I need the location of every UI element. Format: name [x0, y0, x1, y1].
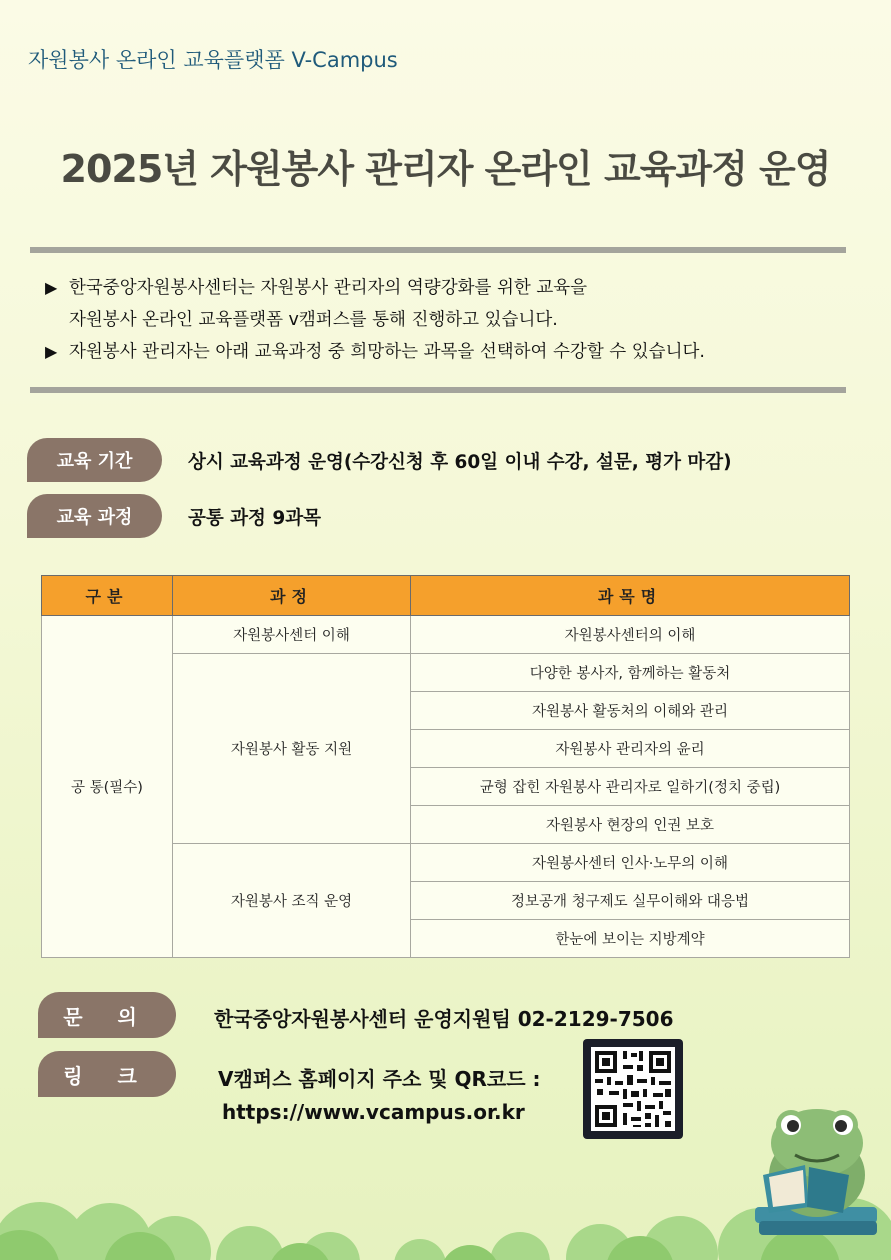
header-subject: 과목명 [411, 576, 850, 616]
subject-cell: 자원봉사센터의 이해 [411, 616, 850, 654]
course-value: 공통 과정 9과목 [188, 508, 321, 529]
inquiry-label: 문 의 [38, 992, 176, 1038]
period-value: 상시 교육과정 운영(수강신청 후 60일 이내 수강, 설문, 평가 마감) [188, 452, 732, 473]
course-cell: 자원봉사센터 이해 [173, 616, 411, 654]
divider-top [30, 247, 846, 253]
header-course: 과정 [173, 576, 411, 616]
subject-cell: 자원봉사센터 인사·노무의 이해 [411, 844, 850, 882]
frog-reading-book-icon [745, 1095, 885, 1245]
qr-code-icon [583, 1039, 683, 1139]
link-label: 링 크 [38, 1051, 176, 1097]
table-header-row [42, 576, 850, 616]
subject-cell: 자원봉사 현장의 인권 보호 [411, 806, 850, 844]
intro-text [45, 272, 705, 368]
link-description: V캠퍼스 홈페이지 주소 및 QR코드 : [218, 1067, 541, 1091]
divider-bottom [30, 387, 846, 393]
intro-line-2: 자원봉사 온라인 교육플랫폼 v캠퍼스를 통해 진행하고 있습니다. [69, 310, 558, 330]
course-cell: 자원봉사 활동 지원 [173, 654, 411, 844]
subject-cell: 자원봉사 활동처의 이해와 관리 [411, 692, 850, 730]
subject-cell: 한눈에 보이는 지방계약 [411, 920, 850, 958]
subject-cell: 자원봉사 관리자의 윤리 [411, 730, 850, 768]
table-row [42, 616, 850, 654]
category-cell: 공 통(필수) [42, 616, 173, 958]
course-label: 교육 과정 [27, 494, 162, 538]
intro-line-3: 자원봉사 관리자는 아래 교육과정 중 희망하는 과목을 선택하여 수강할 수 있습니다. [69, 342, 705, 362]
platform-name: 자원봉사 온라인 교육플랫폼 V-Campus [28, 48, 398, 72]
course-table [41, 575, 850, 958]
intro-line-1: 한국중앙자원봉사센터는 자원봉사 관리자의 역량강화를 위한 교육을 [69, 278, 588, 298]
website-link[interactable]: https://www.vcampus.or.kr [222, 1100, 525, 1124]
period-label: 교육 기간 [27, 438, 162, 482]
inquiry-value: 한국중앙자원봉사센터 운영지원팀 02-2129-7506 [214, 1007, 674, 1031]
page-title: 2025년 자원봉사 관리자 온라인 교육과정 운영 [60, 147, 831, 191]
subject-cell: 균형 잡힌 자원봉사 관리자로 일하기(정치 중립) [411, 768, 850, 806]
right-triangle-icon: ▶ [45, 342, 58, 361]
subject-cell: 정보공개 청구제도 실무이해와 대응법 [411, 882, 850, 920]
header-category: 구분 [42, 576, 173, 616]
right-triangle-icon: ▶ [45, 278, 58, 297]
qr-code[interactable] [583, 1039, 683, 1139]
course-cell: 자원봉사 조직 운영 [173, 844, 411, 958]
subject-cell: 다양한 봉사자, 함께하는 활동처 [411, 654, 850, 692]
